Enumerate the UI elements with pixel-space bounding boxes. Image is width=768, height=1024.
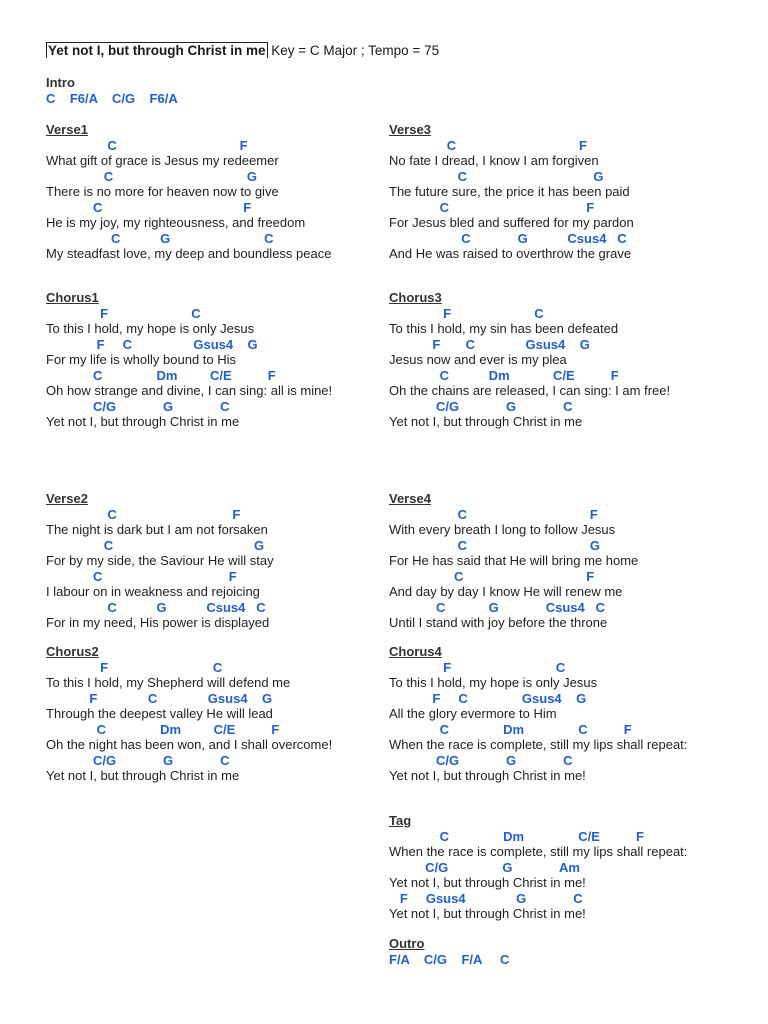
section-tag [389,813,749,922]
chord-line: C Dm C F [389,722,632,737]
lyric-line: Oh the chains are released, I can sing: I am free! [389,383,671,398]
chord-line: F C [46,660,223,675]
lyric-line: Oh the night has been won, and I shall overcome! [46,737,333,752]
lyric-line: And day by day I know He will renew me [389,584,623,599]
lyric-line: He is my joy, my righteousness, and freedom [46,215,306,230]
lyric-line: When the race is complete, still my lips shall repeat: [389,844,688,859]
lyric-line: To this I hold, my hope is only Jesus [46,321,255,336]
lyric-line: No fate I dread, I know I am forgiven [389,153,599,168]
lyric-line: I labour on in weakness and rejoicing [46,584,260,599]
chord-line: C F6/A C/G F6/A [46,91,178,106]
section-verse2 [46,491,406,631]
lyric-line: Until I stand with joy before the throne [389,615,608,630]
chord-line: F C Gsus4 G [389,337,590,352]
section-chorus3 [389,290,749,430]
chord-line: C F [389,507,598,522]
lyric-line: Jesus now and ever is my plea [389,352,567,367]
section-verse4 [389,491,749,631]
chord-line: C G [46,538,265,553]
section-title: Intro [46,75,75,90]
lyric-line: The night is dark but I am not forsaken [46,522,268,537]
chord-line: C/G G C [46,399,230,414]
chord-line: F/A C/G F/A C [389,952,510,967]
section-title: Verse4 [389,491,431,506]
lyric-line: To this I hold, my sin has been defeated [389,321,619,336]
section-title: Chorus2 [46,644,99,659]
chord-line: C/G G C [389,753,573,768]
chord-line: C G [389,169,604,184]
chord-line: F C [46,306,201,321]
section-title: Chorus3 [389,290,442,305]
section-chorus2 [46,644,406,784]
sheet-header [46,42,439,60]
lyric-line: With every breath I long to follow Jesus [389,522,616,537]
chord-line: C G [46,169,257,184]
section-title: Verse3 [389,122,431,137]
lyric-line: My steadfast love, my deep and boundless peace [46,246,332,261]
lyric-line: Yet not I, but through Christ in me [46,768,240,783]
lyric-line: Yet not I, but through Christ in me [46,414,240,429]
lyric-line: To this I hold, my Shepherd will defend me [46,675,291,690]
lyric-line: And He was raised to overthrow the grave [389,246,632,261]
chord-line: C Dm C/E F [389,368,619,383]
lyric-line: The future sure, the price it has been paid [389,184,630,199]
section-title: Outro [389,936,425,951]
chord-line: C F [46,138,248,153]
lyric-line: When the race is complete, still my lips shall repeat: [389,737,688,752]
chord-line: C F [46,200,252,215]
lyric-line: Yet not I, but through Christ in me! [389,768,586,783]
lyric-line: All the glory evermore to Him [389,706,557,721]
lyric-line: For my life is wholly bound to His [46,352,237,367]
song-meta: Key = C Major ; Tempo = 75 [267,43,440,58]
chord-line: F C [389,660,566,675]
lyric-line: There is no more for heaven now to give [46,184,279,199]
song-title: Yet not I, but through Christ in me [48,43,266,58]
section-title: Chorus4 [389,644,442,659]
chord-line: F C Gsus4 G [389,691,587,706]
chord-line: C Dm C/E F [46,722,280,737]
chord-line: C F [389,200,595,215]
section-title: Verse1 [46,122,88,137]
section-chorus4 [389,644,749,784]
lyric-line: To this I hold, my hope is only Jesus [389,675,598,690]
chord-line: F C Gsus4 G [46,337,258,352]
lyric-line: What gift of grace is Jesus my redeemer [46,153,279,168]
section-verse3 [389,122,749,262]
chord-line: F C Gsus4 G [46,691,273,706]
lyric-line: For He has said that He will bring me home [389,553,639,568]
section-title: Verse2 [46,491,88,506]
section-title: Tag [389,813,412,828]
section-chorus1 [46,290,406,430]
lyric-line: Yet not I, but through Christ in me! [389,906,586,921]
chord-line: F Gsus4 G C [389,891,583,906]
lyric-line: For Jesus bled and suffered for my pardon [389,215,634,230]
chord-line: C/G G Am [389,860,580,875]
chord-line: C Dm C/E F [389,829,644,844]
section-intro [46,75,406,106]
chord-line: C G Csus4 C [389,231,627,246]
chord-line: C G [389,538,600,553]
lyric-line: Yet not I, but through Christ in me [389,414,583,429]
section-title: Chorus1 [46,290,99,305]
lyric-line: For by my side, the Saviour He will stay [46,553,274,568]
lyric-line: For in my need, His power is displayed [46,615,270,630]
section-verse1 [46,122,406,262]
chord-line: C Dm C/E F [46,368,276,383]
chord-line: F C [389,306,544,321]
chord-line: C G Csus4 C [389,600,605,615]
chord-line: C F [46,569,237,584]
lyric-line: Yet not I, but through Christ in me! [389,875,586,890]
chord-line: C/G G C [389,399,573,414]
lyric-line: Through the deepest valley He will lead [46,706,273,721]
chord-line: C F [46,507,241,522]
chord-line: C F [389,569,595,584]
section-outro [389,936,749,967]
lyric-line: Oh how strange and divine, I can sing: all is mine! [46,383,333,398]
chord-line: C G C [46,231,274,246]
chord-line: C/G G C [46,753,230,768]
chord-line: C F [389,138,587,153]
chord-line: C G Csus4 C [46,600,266,615]
